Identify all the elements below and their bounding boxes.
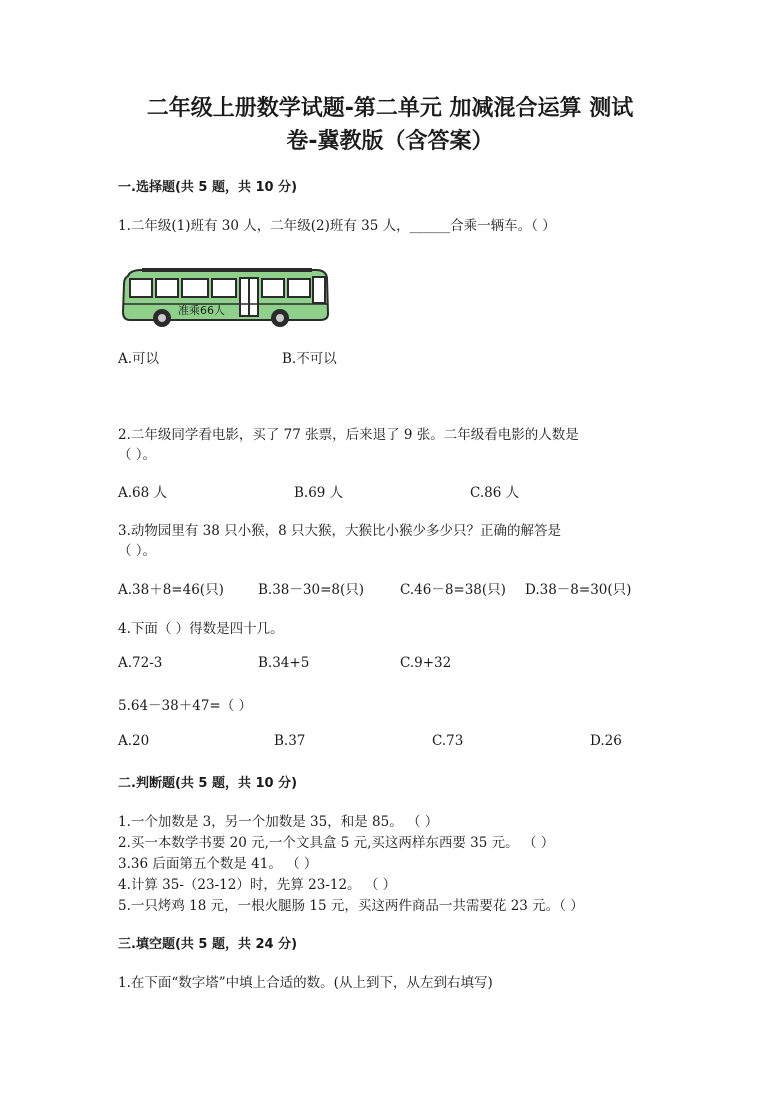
q3-option-c: C.46－8=38(只) [400, 582, 506, 598]
question-2-line-1: 2.二年级同学看电影，买了 77 张票，后来退了 9 张。二年级看电影的人数是 [118, 427, 579, 443]
question-1-text: 1.二年级(1)班有 30 人，二年级(2)班有 35 人，______合乘一辆车。（ ） [118, 218, 556, 234]
q4-option-c: C.9+32 [400, 655, 452, 671]
judgement-item: 2.买一本数学书要 20 元,一个文具盒 5 元,买这两样东西要 35 元。 （ ） [118, 835, 555, 851]
q4-option-b: B.34+5 [258, 655, 310, 671]
question-4-text: 4.下面（ ）得数是四十几。 [118, 621, 284, 637]
q5-option-c: C.73 [432, 733, 464, 749]
section-heading-choice: 一.选择题(共 5 题，共 10 分) [118, 180, 298, 195]
question-3-line-2: （ ）。 [118, 543, 157, 559]
judgement-item: 4.计算 35-（23-12）时，先算 23-12。 （ ） [118, 877, 397, 893]
section-heading-judgement: 二.判断题(共 5 题，共 10 分) [118, 776, 298, 791]
question-3-line-1: 3.动物园里有 38 只小猴，8 只大猴，大猴比小猴少多少只？正确的解答是 [118, 523, 562, 539]
bus-illustration [120, 262, 332, 330]
q1-option-a: A.可以 [118, 351, 160, 367]
q3-option-b: B.38－30=8(只) [258, 582, 365, 598]
q3-option-a: A.38＋8=46(只) [118, 582, 224, 598]
judgement-item: 5.一只烤鸡 18 元，一根火腿肠 15 元，买这两件商品一共需要花 23 元。（ ） [118, 898, 584, 914]
question-2-line-2: （ ）。 [118, 447, 157, 463]
bus-image [120, 262, 332, 330]
question-5-text: 5.64－38＋47=（ ） [118, 698, 253, 714]
fill-question-1-text: 1.在下面“数字塔”中填上合适的数。(从上到下，从左到右填写) [118, 975, 493, 991]
judgement-item: 1.一个加数是 3，另一个加数是 35，和是 85。 （ ） [118, 814, 439, 830]
q1-option-b: B.不可以 [282, 351, 337, 367]
q5-option-d: D.26 [590, 733, 622, 749]
q2-option-c: C.86 人 [470, 485, 520, 501]
q2-option-a: A.68 人 [118, 485, 168, 501]
bus-sign-text: 准乘66人 [178, 304, 225, 317]
section-heading-fill: 三.填空题(共 5 题，共 24 分) [118, 937, 298, 952]
q5-option-b: B.37 [274, 733, 306, 749]
q5-option-a: A.20 [118, 733, 150, 749]
q4-option-a: A.72-3 [118, 655, 163, 671]
title-line-2: 卷-冀教版（含答案） [286, 129, 494, 154]
title-line-1: 二年级上册数学试题-第二单元 加减混合运算 测试 [146, 96, 634, 121]
q2-option-b: B.69 人 [294, 485, 344, 501]
q3-option-d: D.38－8=30(只) [525, 582, 632, 598]
page-title [100, 92, 680, 158]
judgement-item: 3.36 后面第五个数是 41。 （ ） [118, 856, 318, 872]
